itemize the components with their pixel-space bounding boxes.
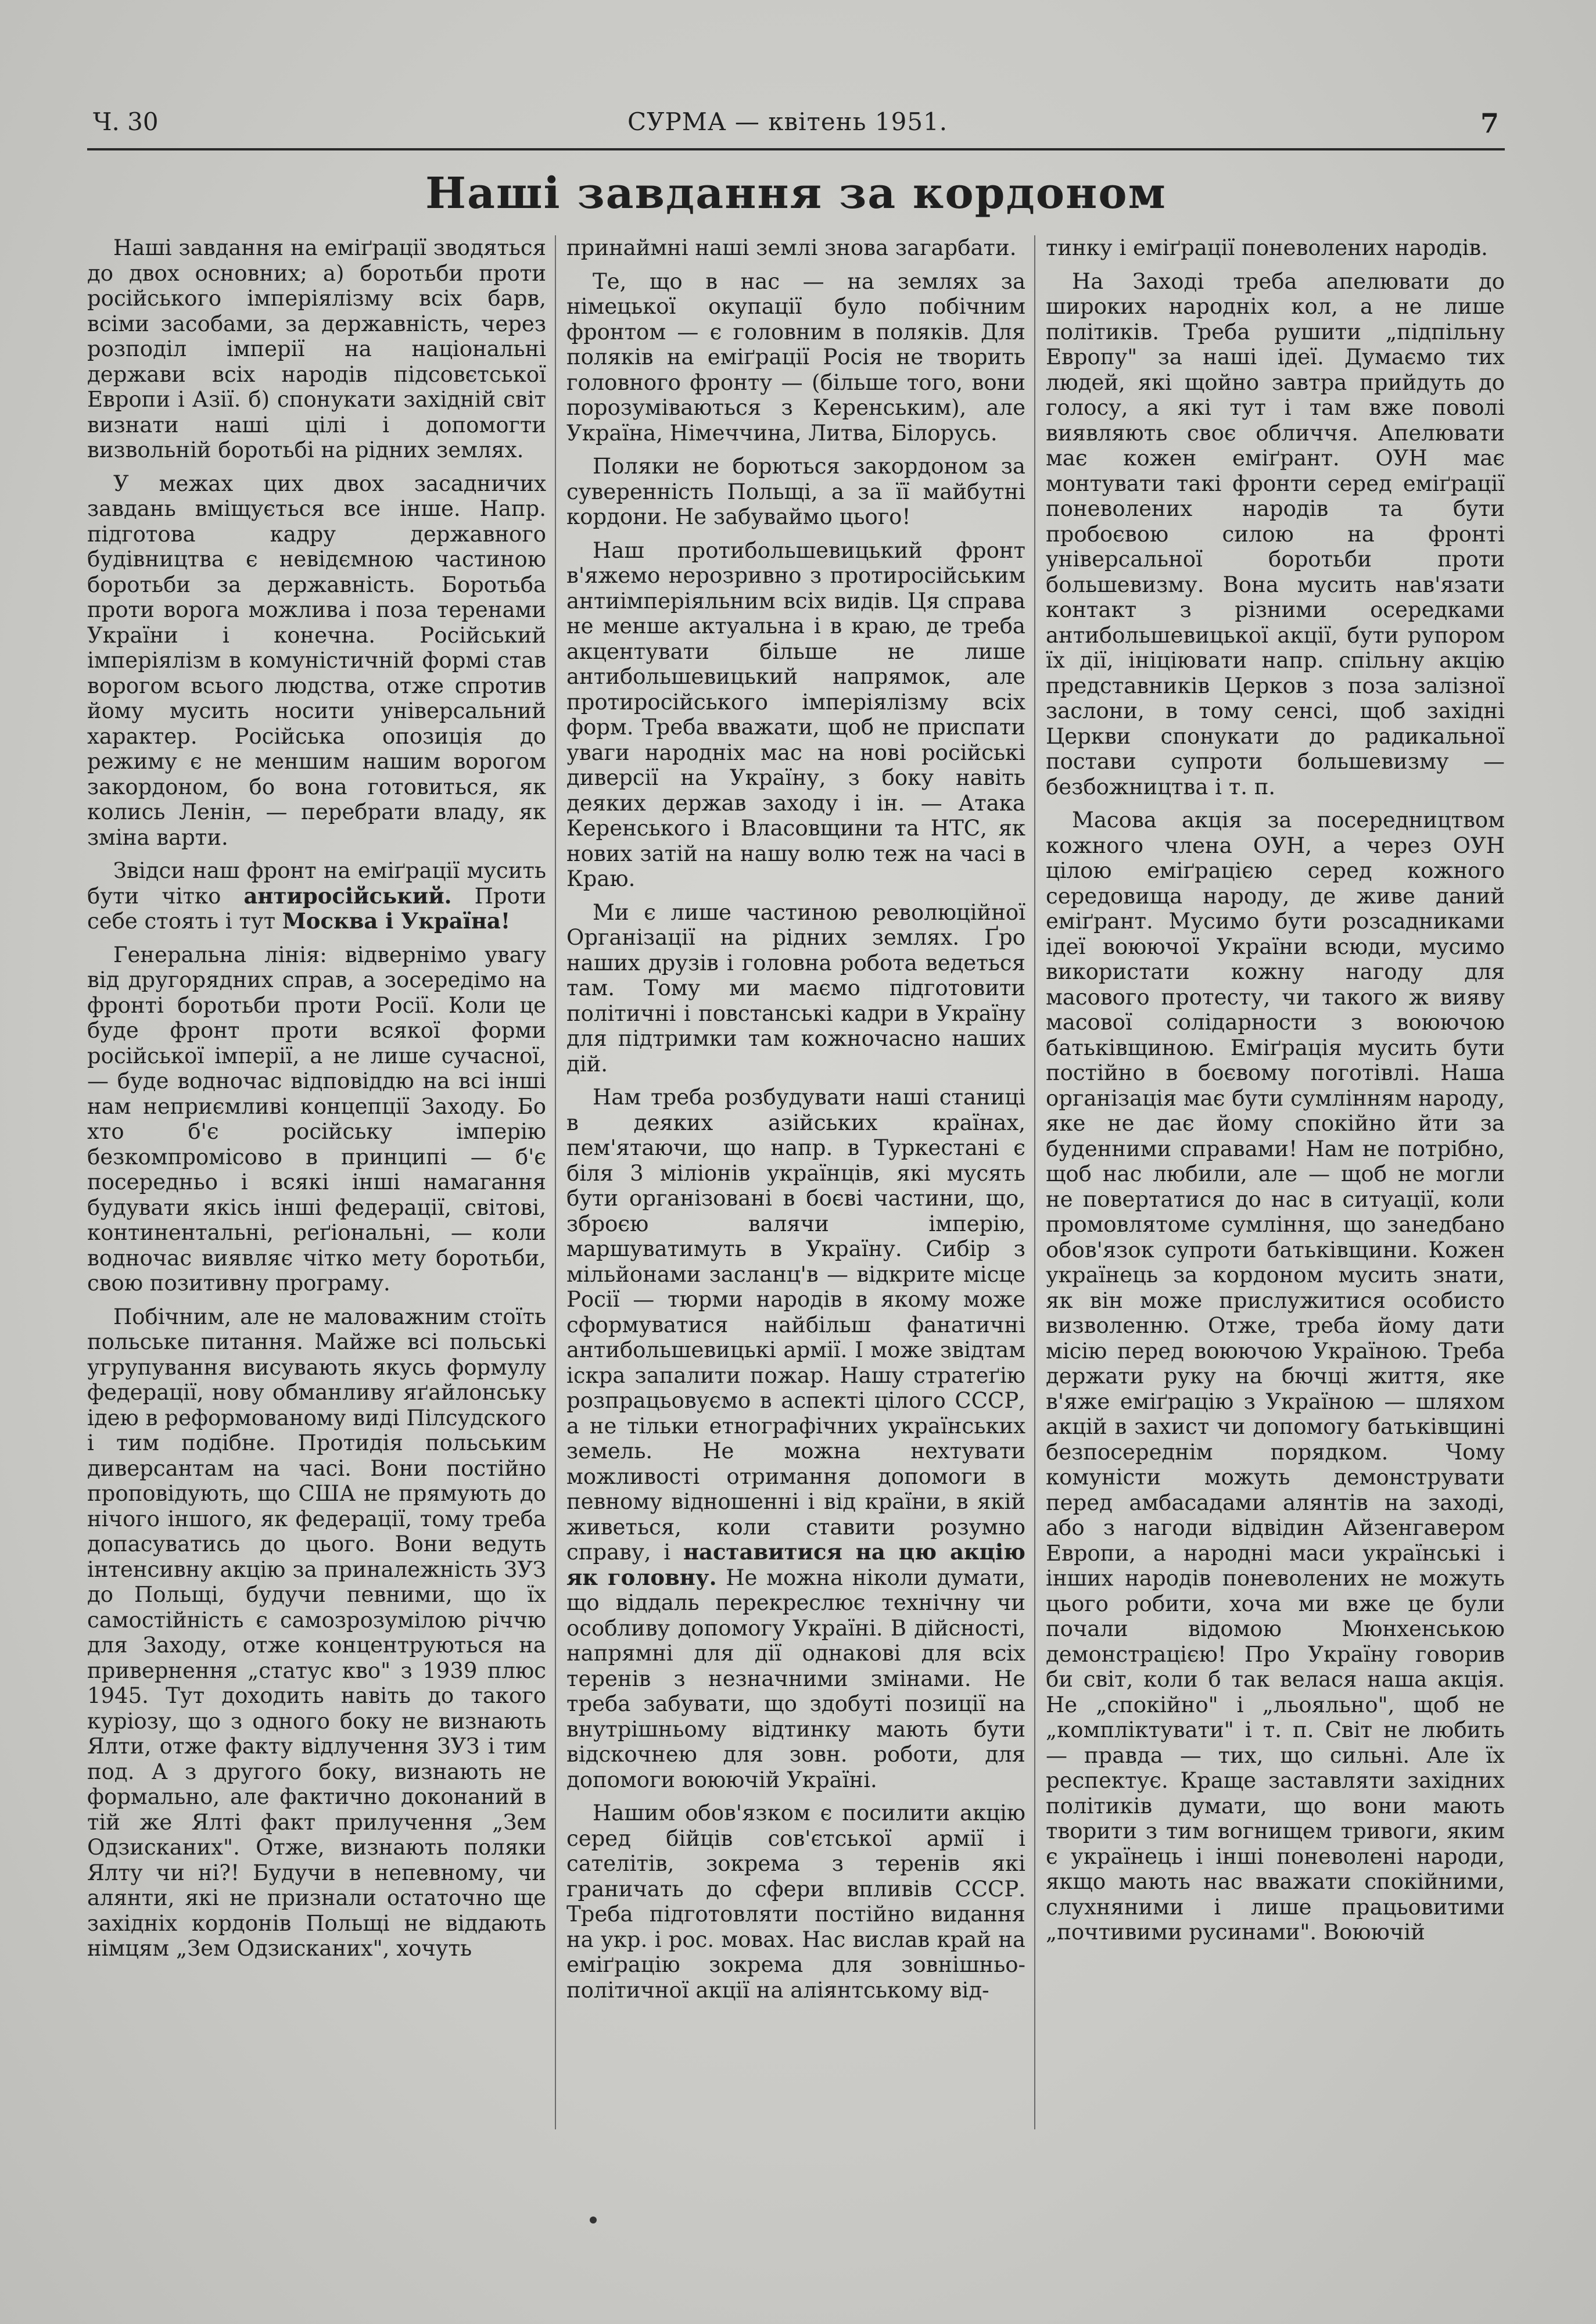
article-paragraph: Наші завдання на еміґрації зводяться до двох основних; а) боротьби проти російського імперіялізму всіх барв, всіми засобами, за державність, через розподіл імперії на національні держави всіх народів підсовєтської Европи і Азії. б) спонукати західній світ визнати наші цілі і допомогти визвольній боротьбі на рідних землях.: [87, 235, 546, 462]
article-paragraph: принаймні наші землі знова загарбати.: [566, 235, 1017, 260]
article-paragraph: У межах цих двох засадничих завдань вміщується все інше. Напр. підготова кадру державного будівництва є невідємною частиною боротьби за державність. Боротьба проти ворога можлива і поза теренами України і конечна. Російський імперіялізм в комуністичній формі став ворогом всього людства, отже спротив йому мусить носити універсальний характер. Російська опозиція до режиму є не меншим нашим ворогом закордоном, бо вона готовиться, як колись Ленін, — перебрати владу, як зміна варти.: [87, 471, 546, 850]
article-column-3: [1046, 235, 1505, 1953]
article-paragraph: Нашим обов'язком є посилити акцію серед бійців сов'єтської армії і сателітів, зокрема з теренів які граничать до сфери впливів СССР. Треба підготовляти постійно видання на укр. і рос. мовах. Нас вислав край на еміґрацію зокрема для зовнішньо-політичної акції на аліянтському від-: [566, 1801, 1025, 2003]
article-title: Наші завдання за кордоном: [425, 168, 1167, 218]
bold-phrase: Москва і Україна!: [282, 908, 511, 934]
article-paragraph: Те, що в нас — на землях за німецької окупації було побічним фронтом — є головним в поляків. Для поляків на еміґрації Росія не творить головного фронту — (більше того, вони порозуміваються з Керенським), але Україна, Німеччина, Литва, Білорусь.: [566, 268, 1025, 446]
article-paragraph: Ми є лише частиною революційної Організації на рідних землях. Ґро наших друзів і головна робота ведеться там. Тому ми маємо підготовити політичні і повстанські кадри в Україну для підтримки там кожночасно наших дій.: [566, 899, 1025, 1077]
bold-phrase: антиросійський.: [243, 883, 452, 909]
article-paragraph: На Заході треба апелювати до широких народніх кол, а не лише політиків. Треба рушити „підпільну Европу" за наші ідеї. Думаємо тих людей, які щойно завтра прийдуть до голосу, а які тут і там вже поволі виявляють своє обличчя. Апелювати має кожен еміґрант. ОУН має монтувати такі фронти серед еміґрації поневолених народів та бути пробоєвою силою на фронті універсальної боротьби проти большевизму. Вона мусить нав'язати контакт з різними осередками антибольшевицької акції, бути рупором їх дії, ініціювати напр. спільну акцію представників Церков з поза залізної заслони, в тому сенсі, щоб західні Церкви спонукати до радикальної постави супроти большевизму — безбожництва і т. п.: [1046, 268, 1505, 799]
article-paragraph: Нам треба розбудувати наші станиці в деяких азійських країнах, пем'ятаючи, що напр. в Туркестані є біля 3 міліонів українців, які мусять бути організовані в боєві частини, що, зброєю валячи імперію, маршуватимуть в Україну. Сибір з мільйонами засланц'в — відкрите місце Росії — тюрми народів в якому може сформуватися найбільш фанатичні антибольшевицькі армії. І може звідтам іскра запалити пожар. Нашу стратеґію розпрацьовуємо в аспекті цілого СССР, а не тільки етнографічних українських земель. Не можна нехтувати можливості отримання допомоги в певному відношенні і від країни, в якій живеться, коли ставити розумно справу, і наставитися на цю акцію як головну. Не можна ніколи думати, що віддаль перекреслює технічну чи особливу допомогу Україні. В дійсності, напрямні для дії однакові для всіх теренів з незначними змінами. Не треба забувати, що здобуті позиції на внутрішньому відтинку мають бути відскочнею для зовн. роботи, для допомоги воюючій Україні.: [566, 1085, 1025, 1792]
article-paragraph: Побічним, але не маловажним стоїть польське питання. Майже всі польські угрупування висувають якусь формулу федерації, нову обманливу яґайлонську ідею в реформованому виді Пілсудского і тим подібне. Протидія польським диверсантам на часі. Вони постійно проповідують, що США не прямують до нічого іншого, як федерації, тому треба допасуватись до цього. Вони ведуть інтенсивну акцію за приналежність ЗУЗ до Польщі, будучи певними, що їх самостійність є самозрозумілою річчю для Заходу, отже концентруються на привернення „статус кво" з 1939 плюс 1945. Тут доходить навіть до такого куріозу, що з одного боку не визнають Ялти, отже факту відлучення ЗУЗ і тим под. А з другого боку, визнають не формально, але фактично доконаний в тій же Ялті факт прилучення „Зем Одзисканих". Отже, визнають поляки Ялту чи ні?! Будучи в непевному, чи алянти, які не признали остаточно ще західніх кордонів Польщі не віддають німцям „Зем Одзисканих", хочуть: [87, 1304, 546, 1961]
header-rule: [87, 148, 1505, 150]
page-number: 7: [1480, 107, 1499, 139]
column-divider-1: [555, 235, 556, 2129]
article-paragraph: Поляки не борються закордоном за суверенність Польщі, а за її майбутні кордони. Не забуваймо цього!: [566, 454, 1025, 529]
article-column-2: [566, 235, 1025, 2011]
bold-phrase: наставитися на цю акцію як головну.: [566, 1539, 1025, 1590]
article-paragraph: Звідси наш фронт на еміґрації мусить бути чітко антиросійський. Проти себе стоять і тут Москва і Україна!: [87, 858, 546, 934]
article-paragraph: Наш протибольшевицький фронт в'яжемо нерозривно з протиросійським антиімперіяльним всіх видів. Ця справа не менше актуальна і в краю, де треба акцентувати більше не лише антибольшевицький напрямок, але протиросійського імперіялізму всіх форм. Треба вважати, щоб не приспати уваги народніх мас на нові російські диверсії на Україну, з боку навіть деяких держав заходу і ін. — Атака Керенського і Власовщини та НТС, як нових затій на нашу волю теж на часі в Краю.: [566, 537, 1025, 891]
masthead: СУРМА — квітень 1951.: [627, 107, 948, 136]
ink-spot: [590, 2217, 597, 2223]
issue-number: Ч. 30: [93, 107, 159, 136]
article-column-1: [87, 235, 546, 1970]
article-paragraph: тинку і еміґрації поневолених народів.: [1046, 235, 1488, 260]
article-paragraph: Масова акція за посередництвом кожного члена ОУН, а через ОУН цілою еміґрацією серед кожного середовища народу, де живе даний еміґрант. Мусимо бути розсадниками ідеї воюючої України всюди, мусимо використати кожну нагоду для масового протесту, чи такого ж вияву масової солідарности з воюючою батьківщиною. Еміґрація мусить бути постійно в боєвому поготівлі. Наша організація має бути сумлінням народу, яке не дає йому спокійно йти за буденними справами! Нам не потрібно, щоб нас любили, але — щоб не могли не повертатися до нас в ситуації, коли промовлятоме сумління, що занедбано обов'язок супроти батьківщини. Кожен українець за кордоном мусить знати, як він може прислужитися особисто визволенню. Отже, треба йому дати місію перед воюючою Україною. Треба держати руку на бючці життя, яке в'яже еміґрацію з Україною — шляхом акцій в захист чи допомогу батьківщині безпосереднім порядком. Чому комуністи можуть демонструвати перед амбасадами алянтів на заході, або з нагоди відвідин Айзенгавером Европи, а народні маси українські і інших народів поневолених не можуть цього робити, хоча ми вже це були почали відомою Мюнхенською демонстрацією! Про Україну говорив би світ, коли б так велася наша акція. Не „спокійно" і „льояльно", щоб не „компліктувати" і т. п. Світ не любить — правда — тих, що сильні. Але їх респектує. Краще заставляти західних політиків думати, що вони мають творити з тим вогнищем тривоги, яким є українець і інші поневолені народи, якщо мають нас вважати спокійними, слухняними і лише працьовитими „почтивими русинами". Воюючій: [1046, 808, 1505, 1945]
page-header: [93, 107, 1499, 142]
article-paragraph: Генеральна лінія: відвернімо увагу від другорядних справ, а зосередімо на фронті боротьби проти Росії. Коли це буде фронт проти всякої форми російської імперії, а не лише сучасної, — буде водночас відповіддю на всі інші нам неприємливі концепції Заходу. Бо хто б'є російську імперію безкомпромісово в принципі — б'є посередньо і всякі інші намагання будувати якісь інші федерації, світові, континентальні, реґіональні, — коли водночас виявляє чітко мету боротьби, свою позитивну програму.: [87, 942, 546, 1296]
column-divider-2: [1034, 235, 1035, 2129]
